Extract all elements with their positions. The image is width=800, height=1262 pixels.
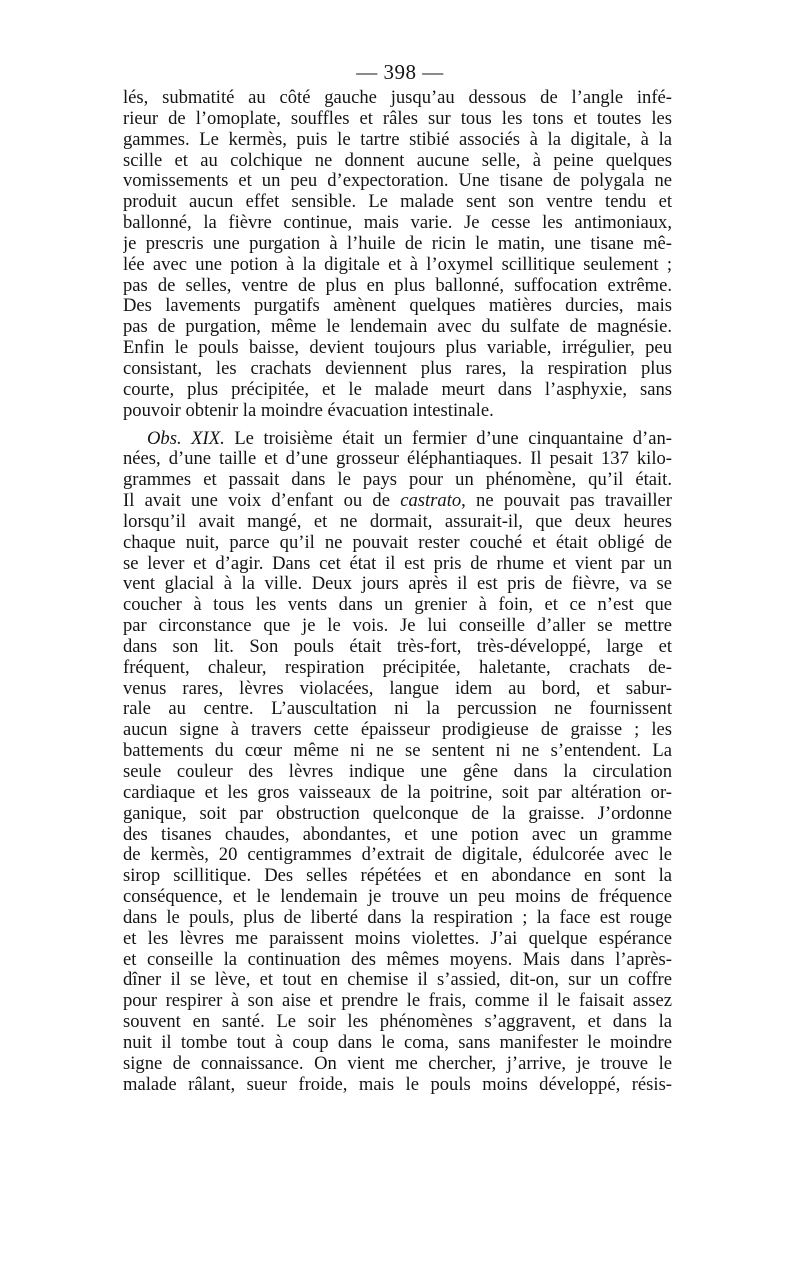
text-line: dans le pouls, plus de liberté dans la respiration ; la face est rouge [123, 907, 672, 928]
text-line: battements du cœur même ni ne se sentent ni ne s’entendent. La [123, 741, 672, 762]
text-line: chaque nuit, parce qu’il ne pouvait rester couché et était obligé de [123, 532, 672, 553]
text-line: dans son lit. Son pouls était très-fort, très-développé, large et [123, 636, 672, 657]
text-line: venus rares, lèvres violacées, langue idem au bord, et sabur- [123, 678, 672, 699]
text-line: dîner il se lève, et tout en chemise il s’assied, dit-on, sur un coffre [123, 970, 672, 991]
text-line: gammes. Le kermès, puis le tartre stibié associés à la digitale, à la [123, 129, 672, 150]
text-line: lorsqu’il avait mangé, et ne dormait, assurait-il, que deux heures [123, 511, 672, 532]
page-number: — 398 — [356, 60, 444, 84]
text-line: ballonné, la fièvre continue, mais varie. Je cesse les antimoniaux, [123, 213, 672, 234]
paragraph-1 [123, 88, 672, 422]
text-line: rale au centre. L’auscultation ni la percussion ne fournissent [123, 699, 672, 720]
text-line: nuit il tombe tout à coup dans le coma, sans manifester le moindre [123, 1032, 672, 1053]
body-text [123, 88, 672, 1096]
text-line: lés, submatité au côté gauche jusqu’au dessous de l’angle infé- [123, 88, 672, 108]
text-line: lée avec une potion à la digitale et à l’oxymel scillitique seulement ; [123, 254, 672, 275]
text-line: cardiaque et les gros vaisseaux de la poitrine, soit par altération or- [123, 782, 672, 803]
text-line: malade râlant, sueur froide, mais le pouls moins développé, résis- [123, 1074, 672, 1095]
text-line: vomissements et un peu d’expectoration. Une tisane de polygala ne [123, 171, 672, 192]
text-line: nées, d’une taille et d’une grosseur éléphantiaques. Il pesait 137 kilo- [123, 449, 672, 470]
text-line: pouvoir obtenir la moindre évacuation intestinale. [123, 400, 494, 421]
text-line: grammes et passait dans le pays pour un phénomène, qu’il était. [123, 470, 672, 491]
text-line: coucher à tous les vents dans un grenier à foin, et ce n’est que [123, 595, 672, 616]
text-line: et les lèvres me paraissent moins violettes. J’ai quelque espérance [123, 928, 672, 949]
text-line: je prescris une purgation à l’huile de ricin le matin, une tisane mê- [123, 233, 672, 254]
text-line: rieur de l’omoplate, souffles et râles sur tous les tons et toutes les [123, 108, 672, 129]
text-line: aucun signe à travers cette épaisseur prodigieuse de graisse ; les [123, 720, 672, 741]
text-line: par circonstance que je le vois. Je lui conseille d’aller se mettre [123, 616, 672, 637]
text-line: et conseille la continuation des mêmes moyens. Mais dans l’après- [123, 949, 672, 970]
paragraph-obs-xix [123, 429, 672, 1096]
italic-word: castrato [400, 491, 462, 512]
text-line: conséquence, et le lendemain je trouve un peu moins de fréquence [123, 887, 672, 908]
text-line: vent glacial à la ville. Deux jours après il est pris de fièvre, va se [123, 574, 672, 595]
paragraph-gap [123, 422, 672, 429]
text-line: Enfin le pouls baisse, devient toujours plus variable, irrégulier, peu [123, 338, 672, 359]
text-line: signe de connaissance. On vient me chercher, j’arrive, je trouve le [123, 1053, 672, 1074]
text-line: se lever et d’agir. Dans cet état il est pris de rhume et vient par un [123, 553, 672, 574]
text-line: scille et au colchique ne donnent aucune selle, à peine quelques [123, 150, 672, 171]
text-line: Il avait une voix d’enfant ou de castrato, ne pouvait pas travailler [123, 491, 672, 512]
text-line: produit aucun effet sensible. Le malade sent son ventre tendu et [123, 192, 672, 213]
text-line-rest: Le troisième était un fermier d’une cinquantaine d’an- [224, 428, 672, 449]
text-line: courte, plus précipitée, et le malade meurt dans l’asphyxie, sans [123, 379, 672, 400]
text-line: des tisanes chaudes, abondantes, et une potion avec un gramme [123, 824, 672, 845]
text-line: pas de selles, ventre de plus en plus ballonné, suffocation extrême. [123, 275, 672, 296]
text-line-first [123, 429, 672, 450]
text-line: fréquent, chaleur, respiration précipitée, haletante, crachats de- [123, 657, 672, 678]
text-line: sirop scillitique. Des selles répétées et en abondance en sont la [123, 866, 672, 887]
observation-label: Obs. XIX. [147, 428, 225, 449]
text-line: consistant, les crachats deviennent plus rares, la respiration plus [123, 358, 672, 379]
text-line: seule couleur des lèvres indique une gêne dans la circulation [123, 762, 672, 782]
text-line: pas de purgation, même le lendemain avec du sulfate de magnésie. [123, 317, 672, 338]
text-line: souvent en santé. Le soir les phénomènes s’aggravent, et dans la [123, 1012, 672, 1033]
text-line: ganique, soit par obstruction quelconque de la graisse. J’ordonne [123, 803, 672, 824]
text-line: Des lavements purgatifs amènent quelques matières durcies, mais [123, 296, 672, 317]
text-line: pour respirer à son aise et prendre le frais, comme il le faisait assez [123, 991, 672, 1012]
text-line: de kermès, 20 centigrammes d’extrait de digitale, édulcorée avec le [123, 845, 672, 866]
